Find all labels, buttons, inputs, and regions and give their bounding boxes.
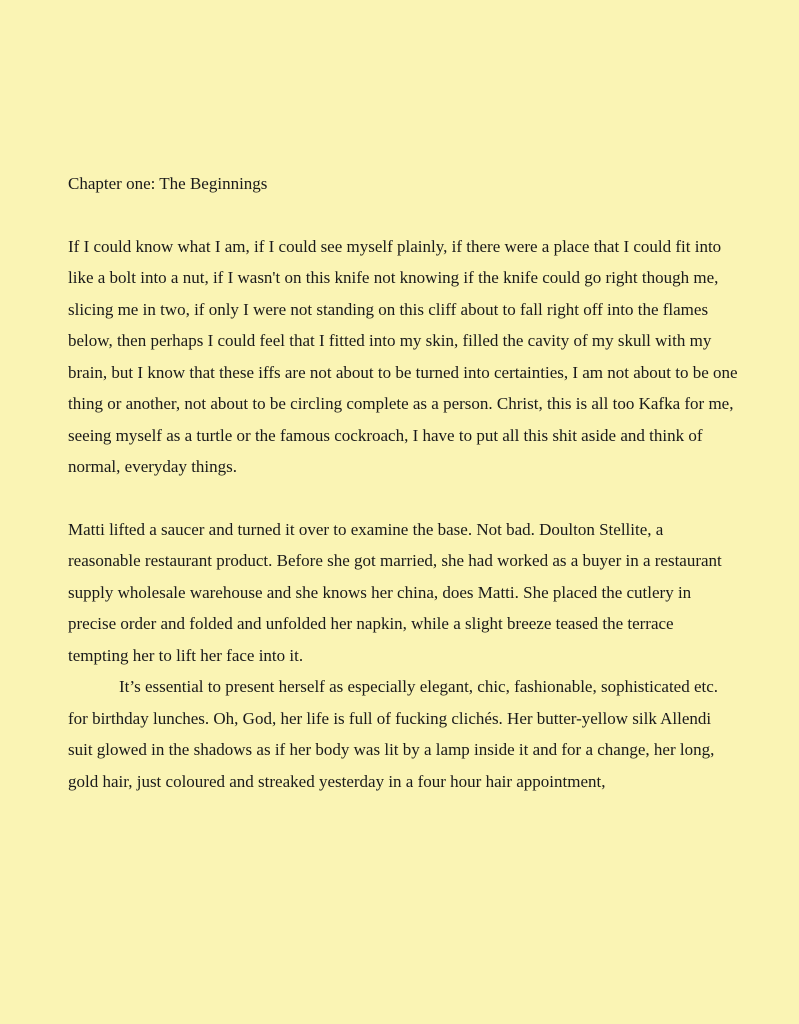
paragraph-2: Matti lifted a saucer and turned it over to examine the base. Not bad. Doulton Stellite, a reasonable restaurant product. Before she got married, she had worked as a buyer in a restaurant supply wholesale warehouse and she knows her china, does Matti. She placed the cutlery in precise order and folded and unfolded her napkin, while a slight breeze teased the terrace tempting her to lift her face into it. — [68, 519, 722, 665]
paragraph-3: It’s essential to present herself as especially elegant, chic, fashionable, sophisticated etc. for birthday lunches. Oh, God, her life is full of fucking clichés. Her butter-yellow silk Allendi suit glowed in the shadows as if her body was lit by a lamp inside it and for a change, her long, gold hair, just coloured and streaked yesterday in a four hour hair appointment, — [68, 677, 719, 791]
paragraph-1: If I could know what I am, if I could see myself plainly, if there were a place that I could fit into like a bolt into a nut, if I wasn't on this knife not knowing if the knife could go right though me, slicing me in two, if only I were not standing on this cliff about to fall right off into the flames below, then perhaps I could feel that I fitted into my skin, filled the cavity of my skull with my brain, but I know that these iffs are not about to be turned into certainties, I am not about to be one thing or another, not about to be circling complete as a person. Christ, this is all too Kafka for me, seeing myself as a turtle or the famous cockroach, I have to put all this shit aside and think of normal, everyday things. — [68, 236, 738, 476]
chapter-title: Chapter one: The Beginnings — [68, 174, 268, 193]
manuscript-page — [68, 168, 738, 797]
